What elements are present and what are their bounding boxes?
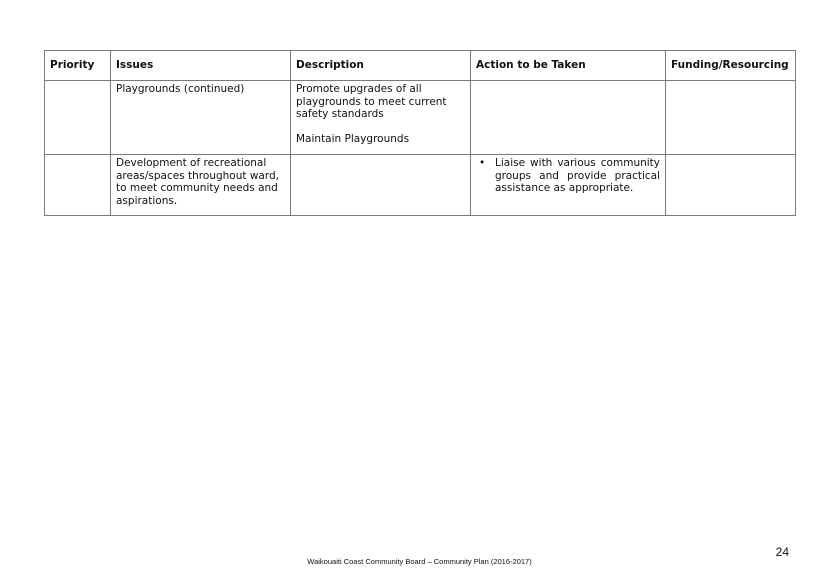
action-item — [476, 157, 660, 195]
action-list — [476, 157, 660, 195]
bullet-icon: • — [479, 157, 486, 169]
header-issues: Issues — [111, 51, 291, 81]
table-header-row — [45, 51, 796, 81]
description-spacer — [296, 121, 465, 133]
priority-cell — [45, 81, 111, 155]
priority-cell — [45, 155, 111, 216]
funding-cell — [666, 81, 796, 155]
issue-cell: Development of recreational areas/spaces throughout ward, to meet community needs and aspirations. — [111, 155, 291, 216]
action-text: Liaise with various community groups and provide practical assistance as appropriate. — [495, 157, 660, 194]
table-row — [45, 155, 796, 216]
header-priority: Priority — [45, 51, 111, 81]
description-line: Promote upgrades of all playgrounds to meet current safety standards — [296, 83, 447, 120]
funding-cell — [666, 155, 796, 216]
description-line: Maintain Playgrounds — [296, 132, 410, 145]
page-number: 24 — [775, 545, 789, 559]
description-cell — [291, 81, 471, 155]
action-cell — [471, 81, 666, 155]
header-funding: Funding/Resourcing — [666, 51, 796, 81]
description-cell — [291, 155, 471, 216]
table-row — [45, 81, 796, 155]
action-cell — [471, 155, 666, 216]
header-action: Action to be Taken — [471, 51, 666, 81]
footer-title: Waikouaiti Coast Community Board – Community Plan (2016-2017) — [307, 557, 532, 566]
header-description: Description — [291, 51, 471, 81]
community-plan-table — [44, 50, 796, 216]
issue-cell: Playgrounds (continued) — [111, 81, 291, 155]
